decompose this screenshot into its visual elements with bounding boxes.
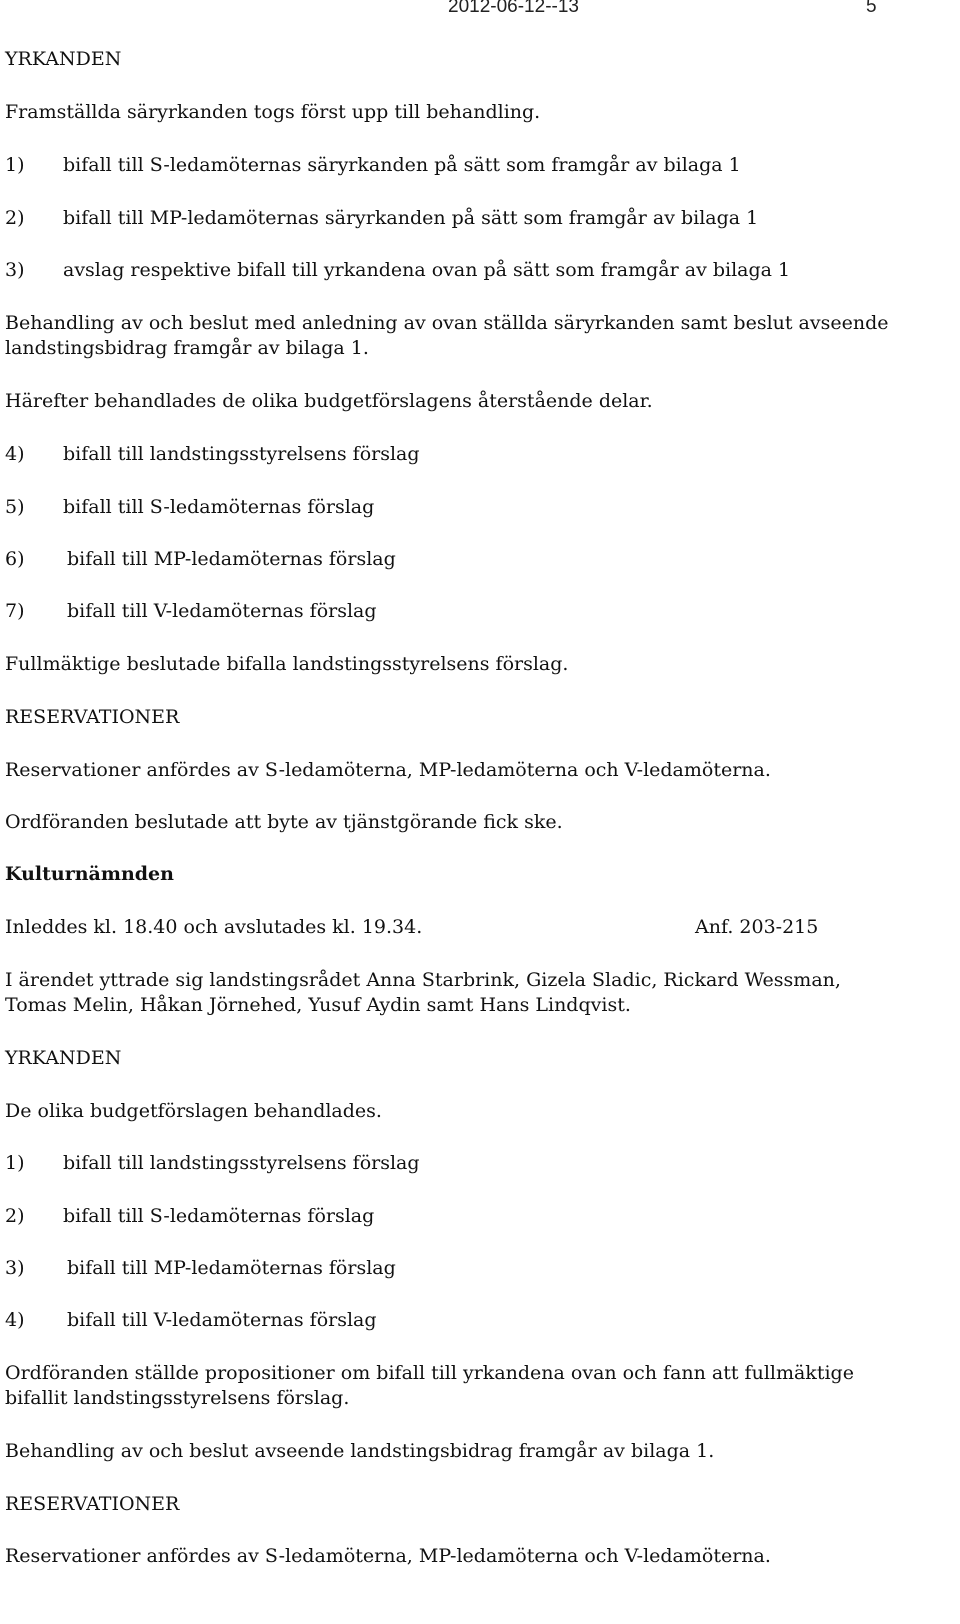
anforande-reference: Anf. 203-215 (695, 916, 819, 938)
list-item (5, 257, 790, 283)
list-item-number: 2) (5, 207, 25, 229)
intro-paragraph: Framställda säryrkanden togs först upp till behandling. (5, 101, 541, 123)
list-item-text: bifall till MP-ledamöternas förslag (67, 1257, 396, 1279)
list-item (5, 1255, 396, 1281)
list-item-number: 7) (5, 600, 25, 622)
list-item-number: 1) (5, 154, 25, 176)
ordforanden-paragraph-line1: Ordföranden ställde propositioner om bifall till yrkandena ovan och fann att fullmäktige (5, 1362, 854, 1384)
behandling-paragraph-line1: Behandling av och beslut med anledning av ovan ställda säryrkanden samt beslut avseende (5, 312, 889, 334)
list-item-text: avslag respektive bifall till yrkandena ovan på sätt som framgår av bilaga 1 (63, 259, 791, 281)
list-item-number: 4) (5, 1309, 25, 1331)
list-item-text: bifall till landstingsstyrelsens förslag (63, 1152, 420, 1174)
reservationer-heading: RESERVATIONER (5, 1493, 180, 1515)
reservationer-heading: RESERVATIONER (5, 706, 180, 728)
list-item (5, 598, 377, 624)
list-item (5, 205, 758, 231)
list-item-number: 3) (5, 1257, 25, 1279)
header-date: 2012-06-12--13 (448, 0, 579, 17)
list-item-number: 1) (5, 1152, 25, 1174)
list-item-number: 2) (5, 1205, 25, 1227)
arendet-paragraph-line2: Tomas Melin, Håkan Jörnehed, Yusuf Aydin samt Hans Lindqvist. (5, 994, 631, 1016)
section-title: Kulturnämnden (5, 863, 174, 885)
list-item (5, 152, 741, 178)
session-time-row (5, 914, 945, 940)
reservationer-paragraph: Reservationer anfördes av S-ledamöterna, MP-ledamöterna och V-ledamöterna. (5, 759, 771, 781)
list-item-text: bifall till V-ledamöternas förslag (67, 600, 377, 622)
intro-paragraph: De olika budgetförslagen behandlades. (5, 1100, 382, 1122)
behandling-paragraph-line2: landstingsbidrag framgår av bilaga 1. (5, 337, 369, 359)
list-item (5, 1307, 377, 1333)
list-item-text: bifall till S-ledamöternas förslag (63, 1205, 375, 1227)
list-item (5, 1203, 374, 1229)
list-item-text: bifall till MP-ledamöternas säryrkanden på sätt som framgår av bilaga 1 (63, 207, 759, 229)
yrkanden-heading: YRKANDEN (5, 48, 122, 70)
list-item (5, 441, 420, 467)
ordforanden-paragraph-line2: bifallit landstingsstyrelsens förslag. (5, 1387, 350, 1409)
list-item-text: bifall till V-ledamöternas förslag (67, 1309, 377, 1331)
list-item-number: 4) (5, 443, 25, 465)
list-item-number: 6) (5, 548, 25, 570)
list-item-text: bifall till landstingsstyrelsens förslag (63, 443, 420, 465)
page-number: 5 (866, 0, 877, 17)
list-item (5, 494, 374, 520)
list-item-text: bifall till MP-ledamöternas förslag (67, 548, 396, 570)
behandling-paragraph: Behandling av och beslut avseende landstingsbidrag framgår av bilaga 1. (5, 1440, 715, 1462)
arendet-paragraph-line1: I ärendet yttrade sig landstingsrådet Anna Starbrink, Gizela Sladic, Rickard Wessman, (5, 969, 841, 991)
list-item (5, 1150, 420, 1176)
fullmaktige-paragraph: Fullmäktige beslutade bifalla landstingsstyrelsens förslag. (5, 653, 569, 675)
reservationer-paragraph: Reservationer anfördes av S-ledamöterna, MP-ledamöterna och V-ledamöterna. (5, 1545, 771, 1567)
list-item-text: bifall till S-ledamöternas säryrkanden på sätt som framgår av bilaga 1 (63, 154, 741, 176)
session-time: Inleddes kl. 18.40 och avslutades kl. 19.34. (5, 916, 423, 938)
ordforanden-paragraph: Ordföranden beslutade att byte av tjänstgörande fick ske. (5, 811, 563, 833)
harefter-paragraph: Härefter behandlades de olika budgetförslagens återstående delar. (5, 390, 653, 412)
list-item (5, 546, 396, 572)
list-item-number: 5) (5, 496, 25, 518)
list-item-text: bifall till S-ledamöternas förslag (63, 496, 375, 518)
yrkanden-heading: YRKANDEN (5, 1047, 122, 1069)
list-item-number: 3) (5, 259, 25, 281)
